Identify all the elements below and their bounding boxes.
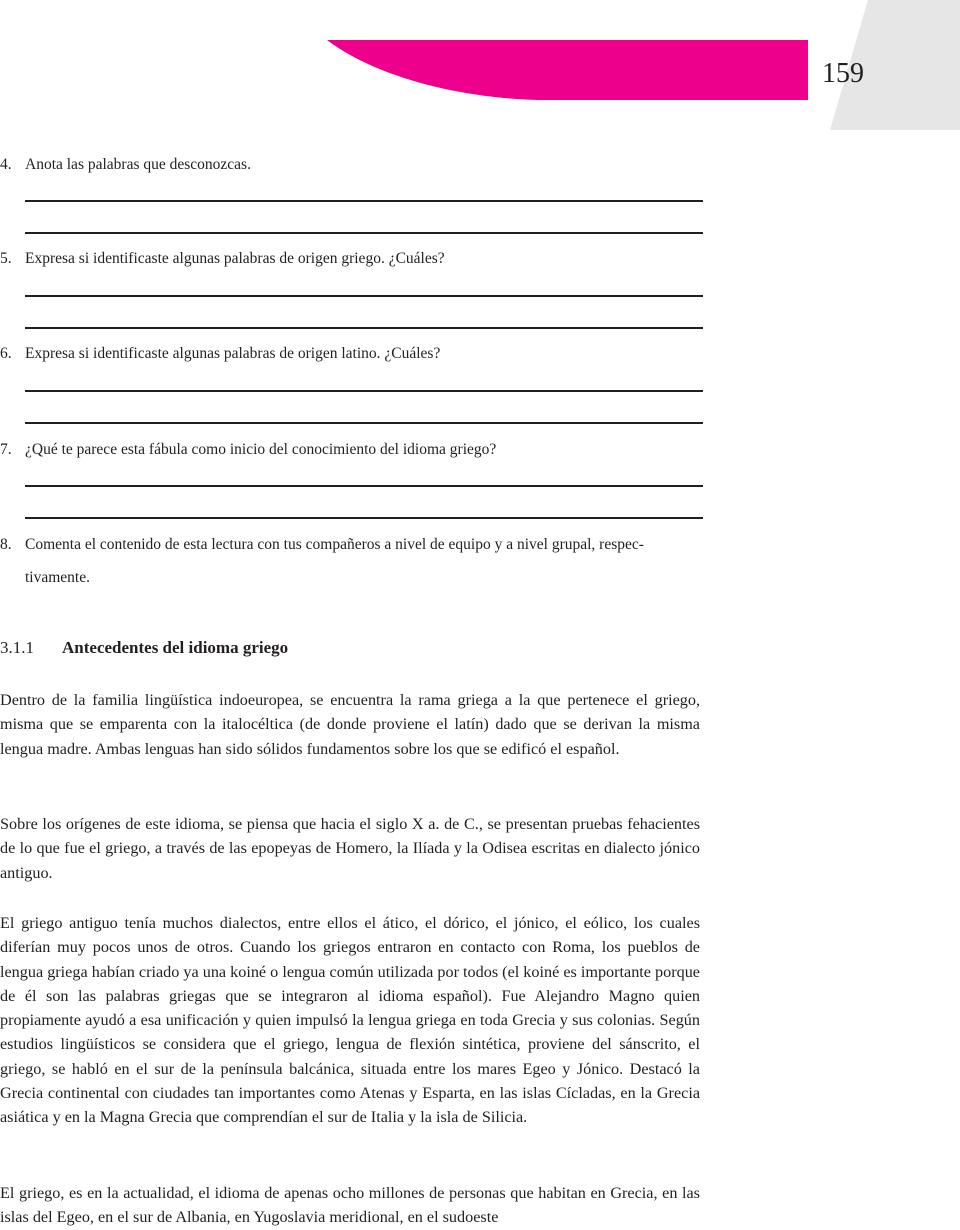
answer-line [25, 485, 703, 487]
answer-line [25, 232, 703, 234]
question-8 [0, 535, 644, 555]
question-text: Anota las palabras que desconozcas. [25, 156, 251, 173]
question-number: 6. [0, 345, 12, 362]
answer-line [25, 390, 703, 392]
question-number: 8. [0, 536, 12, 553]
answer-line [25, 517, 703, 519]
question-number: 5. [0, 250, 12, 267]
question-6 [0, 344, 440, 364]
question-5 [0, 249, 445, 269]
section-title: Antecedentes del idioma griego [62, 638, 289, 657]
question-text: Expresa si identificaste algunas palabras de origen griego. ¿Cuáles? [25, 250, 445, 267]
running-header-title: EL LÉXICO GRIEGO EN EL ESPAÑOL [531, 70, 783, 86]
question-text: Comenta el contenido de esta lectura con tus compañeros a nivel de equipo y a nivel grupal, respec- [25, 536, 644, 553]
section-heading [0, 638, 288, 658]
header-band [0, 0, 960, 130]
question-8-continuation: tivamente. [25, 569, 90, 586]
answer-line [25, 422, 703, 424]
question-number: 4. [0, 156, 12, 173]
question-4 [0, 155, 251, 175]
body-paragraph: Sobre los orígenes de este idioma, se piensa que hacia el siglo X a. de C., se presentan pruebas fehacientes de lo que fue el griego, a través de las epopeyas de Homero, la Ilíada y la Odisea escritas en dialecto jónico antiguo. [0, 815, 700, 882]
page-number: 159 [822, 58, 864, 89]
body-paragraph: Dentro de la familia lingüística indoeuropea, se encuentra la rama griega a la que pertenece el griego, misma que se emparenta con la italocéltica (de donde proviene el latín) dado que se derivan la misma lengua madre. Ambas lenguas han sido sólidos fundamentos sobre los que se edificó el español. [0, 691, 700, 758]
answer-line [25, 295, 703, 297]
question-text: Expresa si identificaste algunas palabras de origen latino. ¿Cuáles? [25, 345, 441, 362]
body-paragraph: El griego antiguo tenía muchos dialectos, entre ellos el ático, el dórico, el jónico, el eólico, los cuales diferían muy pocos unos de otros. Cuando los griegos entraron en contacto con Roma, los pueblos de lengua griega habían criado ya una koiné o lengua común utilizada por todos (el koiné es importante porque de él son las palabras griegas que se integraron al idioma español). Fue Alejandro Magno quien propiamente ayudó a esa unificación y quien impulsó la lengua griega en toda Grecia y sus colonias. Según estudios lingüísticos se considera que el griego, lengua de flexión sintética, proviene del sánscrito, el griego, se habló en el sur de la península balcánica, situada entre los mares Egeo y Jónico. Destacó la Grecia continental con ciudades tan importantes como Atenas y Esparta, en las islas Cícladas, en la Grecia asiática y en la Magna Grecia que comprendían el sur de Italia y la isla de Silicia. [0, 914, 700, 1127]
answer-line [25, 327, 703, 329]
question-number: 7. [0, 441, 12, 458]
question-7 [0, 440, 496, 460]
question-text: ¿Qué te parece esta fábula como inicio del conocimiento del idioma griego? [25, 441, 497, 458]
answer-line [25, 200, 703, 202]
body-paragraph: El griego, es en la actualidad, el idioma de apenas ocho millones de personas que habitan en Grecia, en las islas del Egeo, en el sur de Albania, en Yugoslavia meridional, en el sudoeste [0, 1184, 700, 1227]
section-number: 3.1.1 [0, 638, 34, 657]
